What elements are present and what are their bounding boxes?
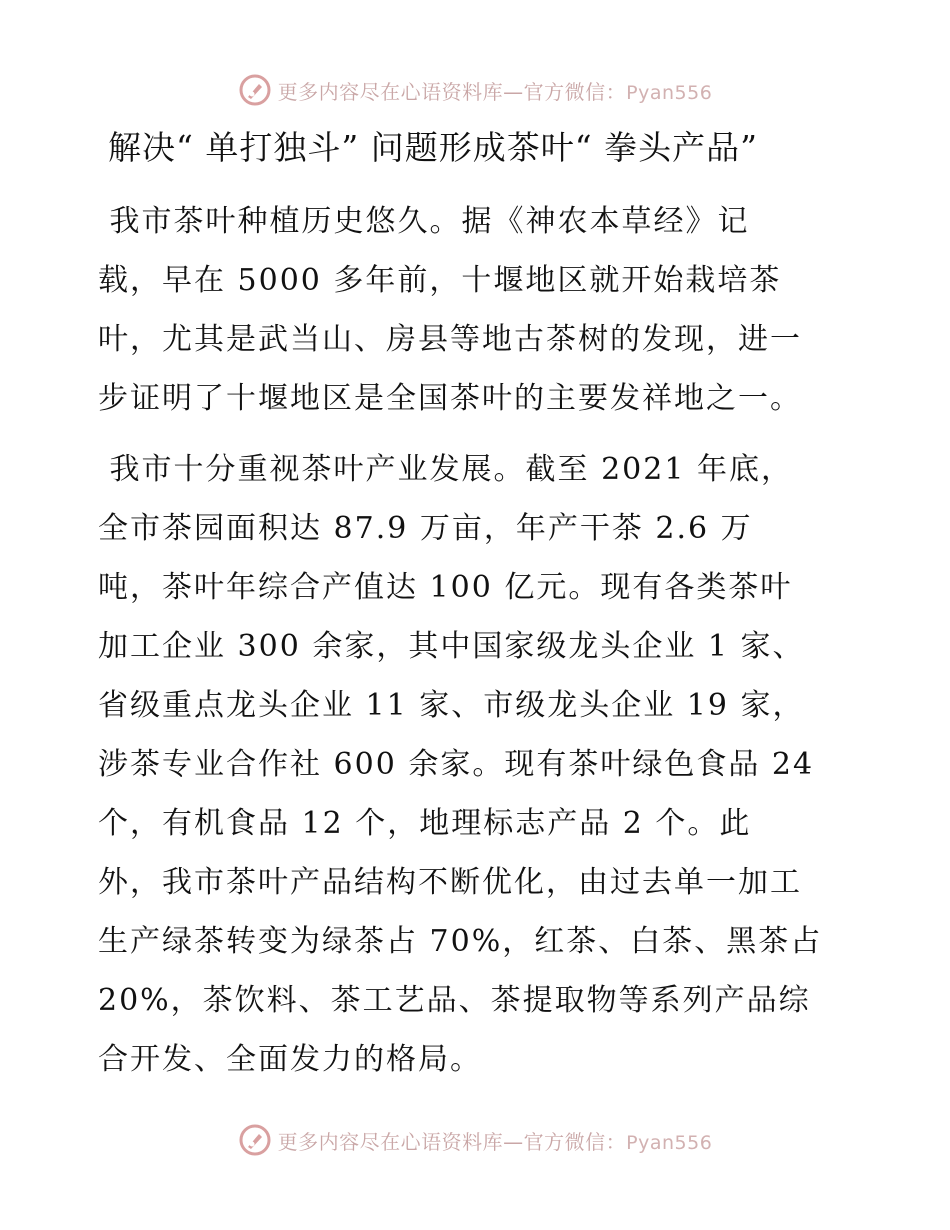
paragraph-line: 生产绿茶转变为绿茶占 70%，红茶、白茶、黑茶占 <box>98 924 823 959</box>
paragraph-history <box>98 192 858 428</box>
paragraph-line: 合开发、全面发力的格局。 <box>98 1042 482 1077</box>
paragraph-line: 叶，尤其是武当山、房县等地古茶树的发现，进一 <box>98 322 802 357</box>
document-title: 解决“ 单打独斗” 问题形成茶叶“ 拳头产品” <box>108 128 758 167</box>
watermark-label: 官方微信： <box>523 1129 627 1154</box>
paragraph-line: 载，早在 5000 多年前，十堰地区就开始栽培茶 <box>98 263 782 298</box>
paragraph-line: 全市茶园面积达 87.9 万亩，年产干茶 2.6 万 <box>98 511 753 546</box>
paragraph-line: 涉茶专业合作社 600 余家。现有茶叶绿色食品 24 <box>98 747 815 782</box>
watermark-label: 官方微信： <box>523 79 627 104</box>
paragraph-line: 加工企业 300 余家，其中国家级龙头企业 1 家、 <box>98 629 805 664</box>
paragraph-line: 20%，茶饮料、茶工艺品、茶提取物等系列产品综 <box>98 983 811 1018</box>
watermark-dash: — <box>503 79 524 104</box>
pen-nib-logo-icon <box>238 1123 272 1157</box>
paragraph-line: 省级重点龙头企业 11 家、市级龙头企业 19 家， <box>98 688 805 723</box>
paragraph-line: 步证明了十堰地区是全国茶叶的主要发祥地之一。 <box>98 381 802 416</box>
paragraph-industry <box>98 440 858 1089</box>
watermark-source: 更多内容尽在心语资料库 <box>277 79 504 104</box>
paragraph-line: 我市茶叶种植历史悠久。据《神农本草经》记 <box>98 204 750 239</box>
watermark-text <box>278 76 713 105</box>
paragraph-line: 我市十分重视茶叶产业发展。截至 2021 年底， <box>98 452 793 487</box>
paragraph-line: 外，我市茶叶产品结构不断优化，由过去单一加工 <box>98 865 802 900</box>
watermark-dash: — <box>503 1129 524 1154</box>
footer-watermark <box>0 1120 950 1160</box>
watermark-wechat: Pyan556 <box>626 1131 713 1154</box>
paragraph-line: 吨，茶叶年综合产值达 100 亿元。现有各类茶叶 <box>98 570 793 605</box>
watermark-wechat: Pyan556 <box>626 81 713 104</box>
header-watermark <box>0 70 950 110</box>
watermark-source: 更多内容尽在心语资料库 <box>277 1129 504 1154</box>
watermark-text <box>278 1126 713 1155</box>
pen-nib-logo-icon <box>238 73 272 107</box>
paragraph-line: 个，有机食品 12 个，地理标志产品 2 个。此 <box>98 806 752 841</box>
